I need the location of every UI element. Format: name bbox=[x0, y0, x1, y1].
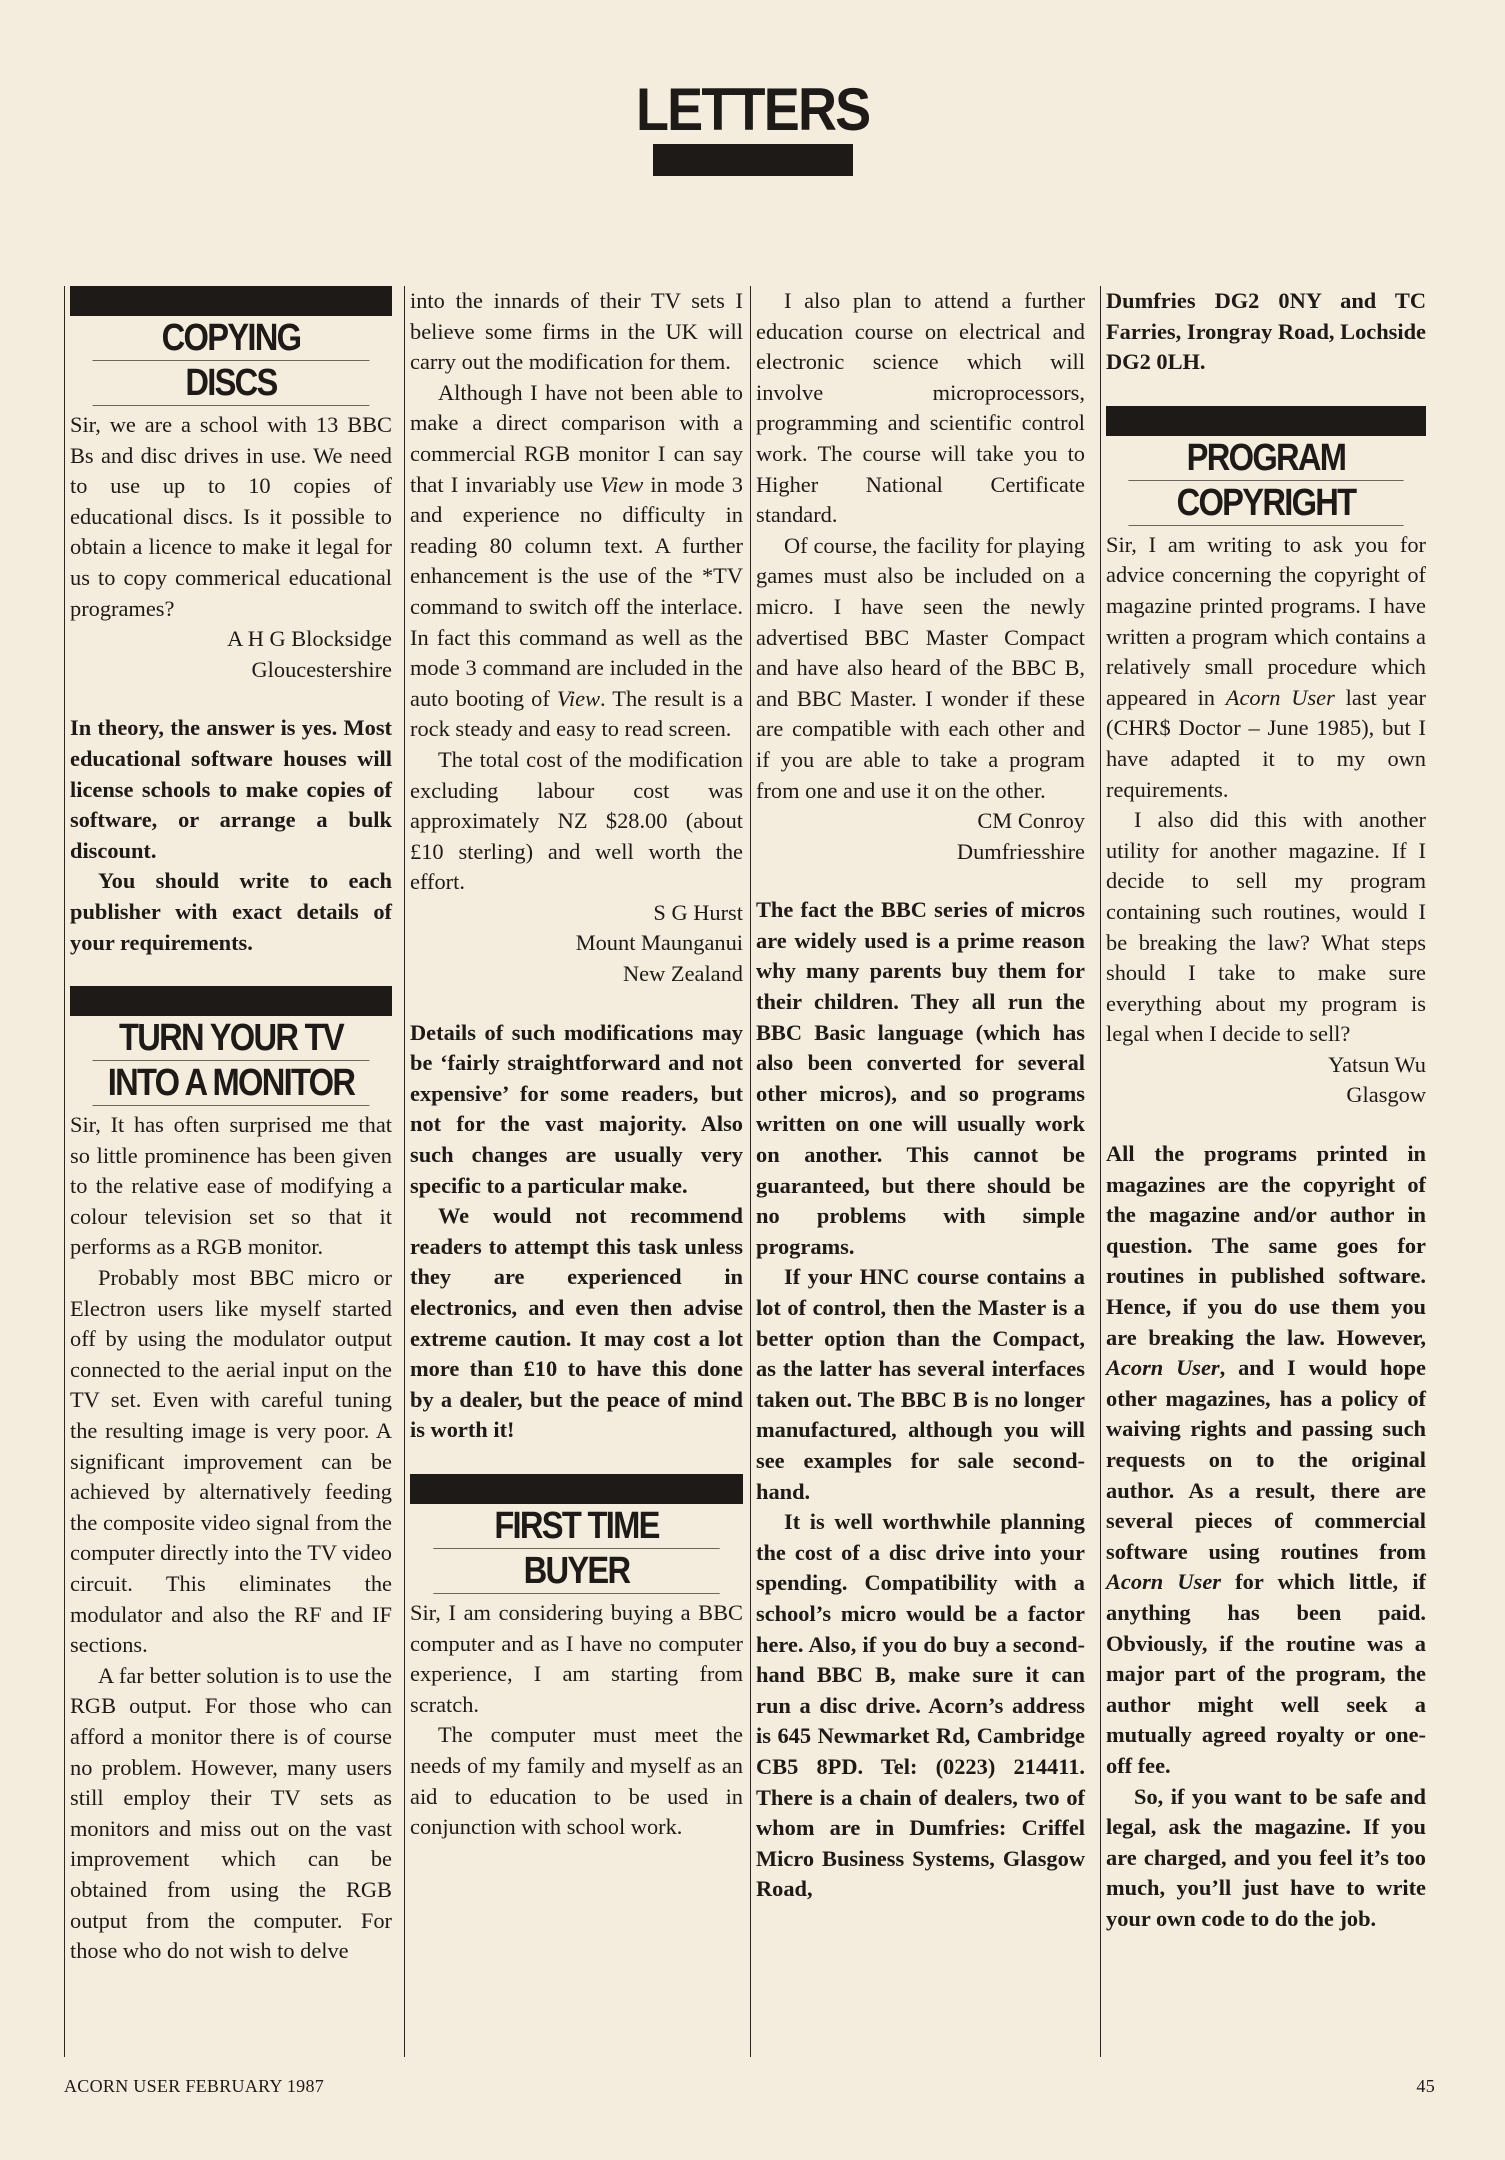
letter-body: Sir, I am considering buying a BBC computer and as I have no computer experience, I am starting from scratch. bbox=[410, 1599, 743, 1717]
column-2 bbox=[404, 286, 743, 2057]
heading-line: PROGRAM bbox=[1128, 436, 1403, 481]
heading-program-copyright bbox=[1106, 406, 1426, 526]
heading-line: TURN YOUR TV bbox=[93, 1016, 370, 1061]
signature-name: Yatsun Wu bbox=[1328, 1051, 1426, 1077]
heading-first-time-buyer bbox=[410, 1474, 743, 1594]
column-4 bbox=[1100, 286, 1426, 2057]
page-number: 45 bbox=[1416, 2076, 1435, 2096]
editor-reply: The fact the BBC series of micros are widely used is a prime reason why many parents buy them for their children. They all run the BBC Basic language (which has also been converted for several other micros), and so programs written on one will usually work on another. This cannot be guaranteed, but there should be no problems with simple programs. bbox=[756, 897, 1085, 1259]
editor-reply: You should write to each publisher with exact details of your requirements. bbox=[70, 868, 392, 955]
page-header bbox=[0, 76, 1505, 176]
signature-place: Mount Maunganui bbox=[575, 930, 743, 956]
signature-place: Glasgow bbox=[1346, 1082, 1426, 1108]
heading-line: INTO A MONITOR bbox=[93, 1061, 370, 1106]
heading-line: DISCS bbox=[93, 361, 370, 406]
letter-body: The computer must meet the needs of my family and myself as an aid to education to be used in conjunction with school work. bbox=[410, 1722, 743, 1840]
editor-reply: We would not recommend readers to attempt this task unless they are experienced in electronics, and even then advise extreme caution. It may cost a lot more than £10 to have this done by a dealer, but the peace of mind is worth it! bbox=[410, 1203, 743, 1443]
letter-body: Sir, It has often surprised me that so little prominence has been given to the relative ease of modifying a colour television set so that it performs as a RGB monitor. bbox=[70, 1112, 392, 1260]
editor-reply: Dumfries DG2 0NY and TC Farries, Irongray Road, Lochside DG2 0LH. bbox=[1106, 288, 1426, 375]
editor-reply: All the programs printed in magazines are the copyright of the magazine and/or author in question. The same goes for routines in published software. Hence, if you do use them you are breaking the law. However, Acorn User, and I would hope other magazines, has a policy of waiving rights and passing such requests on to the original author. As a result, there are several pieces of commercial software using routines from Acorn User for which little, if anything has been paid. Obviously, if the routine was a major part of the program, the author might well seek a mutually agreed royalty or one-off fee. bbox=[1106, 1141, 1426, 1778]
signature-name: CM Conroy bbox=[977, 808, 1085, 834]
letter-body: I also plan to attend a further education course on electrical and electronic science which will involve microprocessors, programming and scientific control work. The course will take you to Higher National Certificate standard. bbox=[756, 288, 1085, 528]
letter-body: Probably most BBC micro or Electron users like myself started off by using the modulator output connected to the aerial input on the TV set. Even with careful tuning the resulting image is very poor. A significant improvement can be achieved by alternatively feeding the composite video signal from the computer directly into the TV video circuit. This eliminates the modulator and also the RF and IF sections. bbox=[70, 1265, 392, 1658]
heading-turn-your-tv bbox=[70, 986, 392, 1106]
title-bar bbox=[653, 144, 853, 176]
column-1 bbox=[64, 286, 392, 2057]
letter-body: I also did this with another utility for another magazine. If I decide to sell my program containing such routines, would I be breaking the law? What steps should I take to make sure everything about my program is legal when I decide to sell? bbox=[1106, 807, 1426, 1047]
letter-body: A far better solution is to use the RGB output. For those who can afford a monitor there is of course no problem. However, many users still employ their TV sets as monitors and miss out on the vast improvement which can be obtained from using the RGB output from the computer. For those who do not wish to delve bbox=[70, 1662, 392, 1964]
letter-body: Of course, the facility for playing games must also be included on a micro. I have seen the newly advertised BBC Master Compact and have also heard of the BBC B, and BBC Master. I wonder if these are compatible with each other and if you are able to take a program from one and use it on the other. bbox=[756, 532, 1085, 803]
editor-reply: It is well worthwhile planning the cost of a disc drive into your spending. Compatibility with a school’s micro would be a factor here. Also, if you do buy a second-hand BBC B, make sure it can run a disc drive. Acorn’s address is 645 Newmarket Rd, Cambridge CB5 8PD. Tel: (0223) 214411. There is a chain of dealers, two of whom are in Dumfries: Criffel Micro Business Systems, Glasgow Road, bbox=[756, 1509, 1085, 1902]
signature-place: Dumfriesshire bbox=[956, 838, 1085, 864]
editor-reply: So, if you want to be safe and legal, ask the magazine. If you are charged, and you feel it’s too much, you’ll just have to write your own code to do the job. bbox=[1106, 1783, 1426, 1931]
heading-bar bbox=[70, 986, 392, 1016]
signature-place: New Zealand bbox=[623, 961, 743, 987]
heading-line: BUYER bbox=[433, 1549, 719, 1594]
editor-reply: If your HNC course contains a lot of control, then the Master is a better option than the Compact, as the latter has several interfaces taken out. The BBC B is no longer manufactured, although you will see examples for sale second-hand. bbox=[756, 1264, 1085, 1504]
column-3 bbox=[750, 286, 1085, 2057]
signature-name: A H G Blocksidge bbox=[227, 626, 392, 652]
letter-body: The total cost of the modification excluding labour cost was approximately NZ $28.00 (about £10 sterling) and well worth the effort. bbox=[410, 746, 743, 895]
footer-publication: ACORN USER FEBRUARY 1987 bbox=[64, 2076, 325, 2096]
signature-name: S G Hurst bbox=[653, 899, 743, 925]
heading-line: COPYING bbox=[93, 316, 370, 361]
heading-line: COPYRIGHT bbox=[1128, 481, 1403, 526]
heading-bar bbox=[70, 286, 392, 316]
heading-bar bbox=[1106, 406, 1426, 436]
page-title: LETTERS bbox=[635, 76, 870, 143]
letter-body: Although I have not been able to make a direct comparison with a commercial RGB monitor I can say that I invariably use View in mode 3 and experience no difficulty in reading 80 column text. A further enhancement is the use of the *TV command to switch off the interlace. In fact this command as well as the mode 3 command are included in the auto booting of View. The result is a rock steady and easy to read screen. bbox=[410, 379, 744, 742]
editor-reply: Details of such modifications may be ‘fairly straightforward and not expensive’ for some readers, but not for the vast majority. Also such changes are usually very specific to a particular make. bbox=[410, 1019, 743, 1198]
heading-bar bbox=[410, 1474, 743, 1504]
signature-place: Gloucestershire bbox=[251, 656, 392, 682]
page-footer bbox=[64, 2076, 1435, 2097]
letter-body: Sir, I am writing to ask you for advice concerning the copyright of magazine printed programs. I have written a program which contains a relatively small procedure which appeared in Acorn User last year (CHR$ Doctor – June 1985), but I have adapted it to my own requirements. bbox=[1106, 531, 1427, 802]
heading-line: FIRST TIME bbox=[433, 1504, 719, 1549]
heading-copying-discs bbox=[70, 286, 392, 406]
letter-body: into the innards of their TV sets I believe some firms in the UK will carry out the modification for them. bbox=[410, 288, 743, 375]
letter-body: Sir, we are a school with 13 BBC Bs and disc drives in use. We need to use up to 10 copies of educational discs. Is it possible to obtain a licence to make it legal for us to copy commerical educational programes? bbox=[70, 412, 392, 621]
editor-reply: In theory, the answer is yes. Most educational software houses will license schools to make copies of software, or arrange a bulk discount. bbox=[70, 715, 392, 863]
